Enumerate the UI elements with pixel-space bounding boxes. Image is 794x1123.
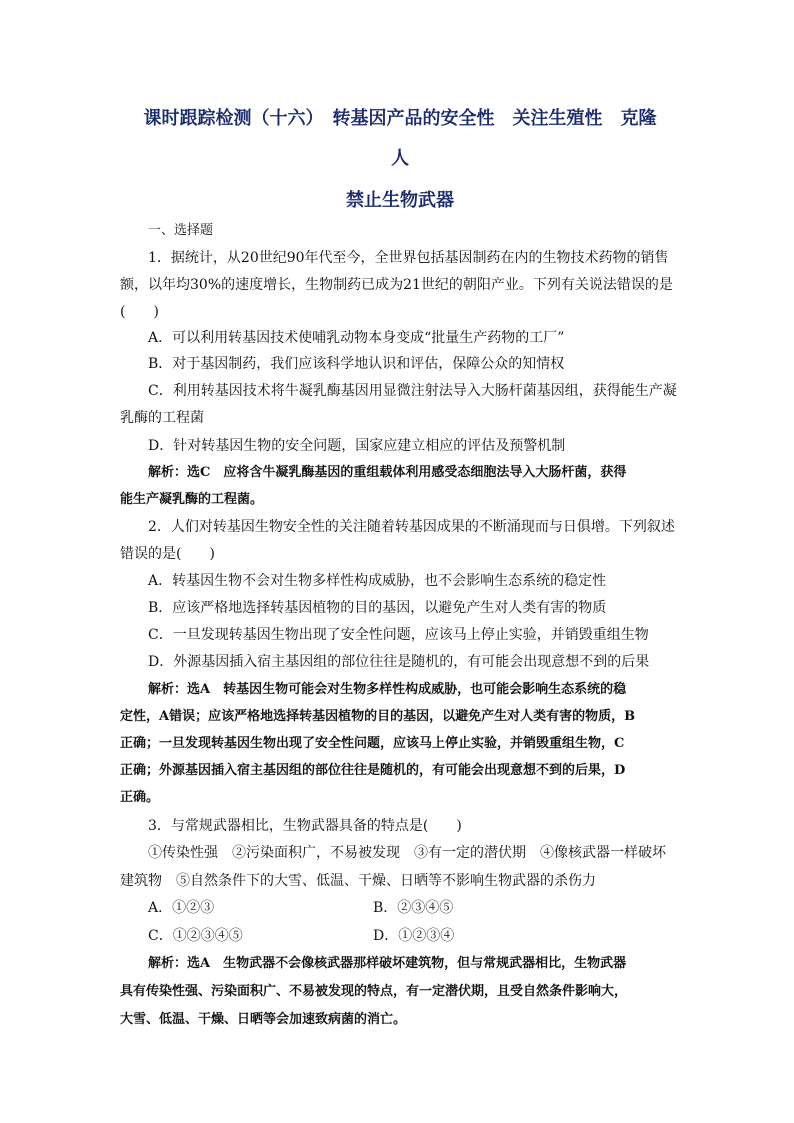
q2-explanation-line-3: 正确；一旦发现转基因生物出现了安全性问题，应该马上停止实验，并销毁重组生物，C [120,736,625,751]
q2-option-a: A．转基因生物不会对生物多样性构成威胁，也不会影响生态系统的稳定性 [148,573,607,589]
q3-explanation-line-1: 解析：选A 生物武器不会像核武器那样破坏建筑物，但与常规武器相比，生物武器 [148,956,627,971]
section-heading: 一、选择题 [148,223,214,238]
q1-explanation-line-2: 能生产凝乳酶的工程菌。 [120,492,264,507]
q3-option-c: C．①②③④⑤ [148,928,243,944]
page-title-line-2: 人 [391,148,409,169]
q1-option-c-line-2: 乳酶的工程菌 [120,410,204,426]
q2-option-b: B．应该严格地选择转基因植物的目的基因，以避免产生对人类有害的物质 [148,600,607,616]
q3-stem: 3．与常规武器相比，生物武器具备的特点是( ) [148,818,462,834]
q1-explanation-line-1: 解析：选C 应将含牛凝乳酶基因的重组载体利用感受态细胞法导入大肠杆菌，获得 [148,465,627,480]
q1-stem-line-3: ( ) [120,304,159,320]
q1-option-a: A．可以利用转基因技术使哺乳动物本身变成“批量生产药物的工厂” [148,330,565,346]
q3-items-line-2: 建筑物 ⑤自然条件下的大雪、低温、干燥、日晒等不影响生物武器的杀伤力 [120,873,596,889]
q2-option-c: C．一旦发现转基因生物出现了安全性问题，应该马上停止实验，并销毁重组生物 [148,627,649,643]
q3-option-d: D．①②③④ [373,928,455,944]
q2-explanation-line-1: 解析：选A 转基因生物可能会对生物多样性构成威胁，也可能会影响生态系统的稳 [148,682,627,697]
q3-option-a: A．①②③ [148,900,215,916]
q2-stem-line-2: 错误的是( ) [120,546,215,562]
q1-stem-line-2: 额，以年均30%的速度增长，生物制药已成为21世纪的朝阳产业。下列有关说法错误的是 [120,277,673,293]
q1-option-b: B．对于基因制药，我们应该科学地认识和评估，保障公众的知情权 [148,356,565,372]
q2-option-d: D．外源基因插入宿主基因组的部位往往是随机的，有可能会出现意想不到的后果 [148,654,650,670]
q1-option-d: D．针对转基因生物的安全问题，国家应建立相应的评估及预警机制 [148,438,566,454]
q2-explanation-line-4: 正确；外源基因插入宿主基因组的部位往往是随机的，有可能会出现意想不到的后果，D [120,763,626,778]
q2-explanation-line-2: 定性，A错误；应该严格地选择转基因植物的目的基因，以避免产生对人类有害的物质，B [120,709,636,724]
q3-items-line-1: ①传染性强 ②污染面积广，不易被发现 ③有一定的潜伏期 ④像核武器一样破坏 [148,845,666,861]
page-title-line-1: 课时跟踪检测（十六） 转基因产品的安全性 关注生殖性 克隆 [143,108,657,129]
page-title-line-3: 禁止生物武器 [346,190,454,211]
q3-explanation-line-3: 大雪、低温、干燥、日晒等会加速致病菌的消亡。 [120,1012,407,1027]
q1-stem-line-1: 1．据统计，从20世纪90年代至今，全世界包括基因制药在内的生物技术药物的销售 [148,250,669,266]
q1-option-c-line-1: C．利用转基因技术将牛凝乳酶基因用显微注射法导入大肠杆菌基因组，获得能生产凝 [148,383,677,399]
q2-stem-line-1: 2．人们对转基因生物安全性的关注随着转基因成果的不断涌现而与日俱增。下列叙述 [148,519,675,535]
q3-option-b: B．②③④⑤ [373,900,454,916]
q3-explanation-line-2: 具有传染性强、污染面积广、不易被发现的特点，有一定潜伏期，且受自然条件影响大， [120,984,628,999]
q2-explanation-line-5: 正确。 [120,790,160,805]
